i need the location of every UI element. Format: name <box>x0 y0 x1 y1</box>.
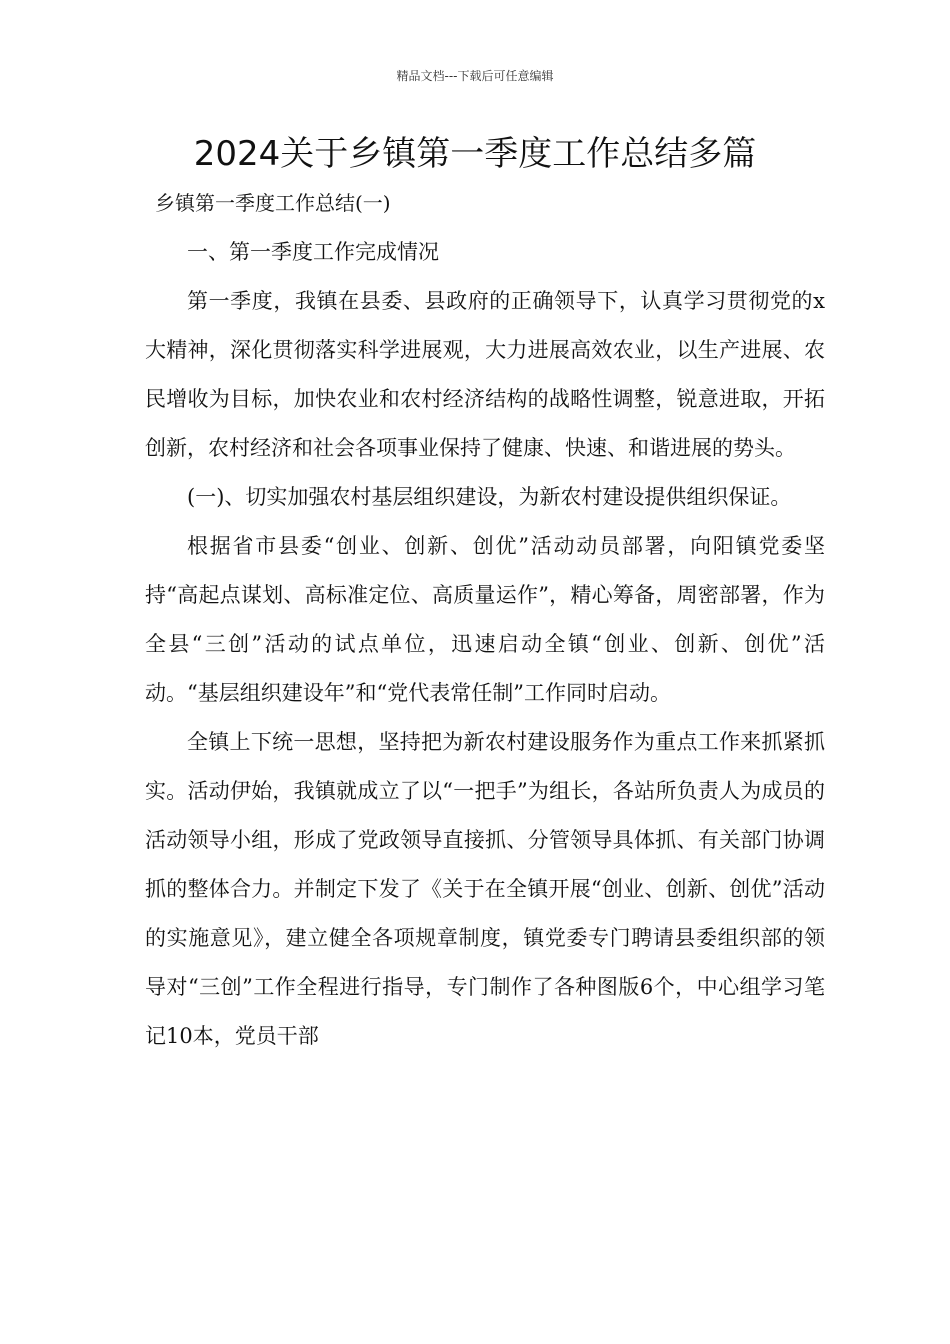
paragraph: 全镇上下统一思想，坚持把为新农村建设服务作为重点工作来抓紧抓实。活动伊始，我镇就成立了以“一把手”为组长，各站所负责人为成员的活动领导小组，形成了党政领导直接抓、分管领导具体抓、有关部门协调抓的整体合力。并制定下发了《关于在全镇开展“创业、创新、创优”活动的实施意见》，建立健全各项规章制度，镇党委专门聘请县委组织部的领导对“三创”工作全程进行指导，专门制作了各种图版6个，中心组学习笔记10本，党员干部 <box>145 730 825 1048</box>
document-title: 2024关于乡镇第一季度工作总结多篇 <box>193 134 757 174</box>
page-header: 精品文档---下载后可任意编辑 <box>396 69 554 83</box>
section-heading: 一、第一季度工作完成情况 <box>187 240 439 264</box>
document-body <box>145 228 825 1061</box>
paragraph: 根据省市县委“创业、创新、创优”活动动员部署，向阳镇党委坚持“高起点谋划、高标准定位、高质量运作”，精心筹备，周密部署，作为全县“三创”活动的试点单位，迅速启动全镇“创业、创新、创优”活动。“基层组织建设年”和“党代表常任制”工作同时启动。 <box>145 534 825 705</box>
paragraph: (一)、切实加强农村基层组织建设，为新农村建设提供组织保证。 <box>187 485 792 509</box>
document-subtitle: 乡镇第一季度工作总结(一) <box>155 191 391 215</box>
paragraph: 第一季度，我镇在县委、县政府的正确领导下，认真学习贯彻党的x大精神，深化贯彻落实科学进展观，大力进展高效农业，以生产进展、农民增收为目标，加快农业和农村经济结构的战略性调整，锐意进取，开拓创新，农村经济和社会各项事业保持了健康、快速、和谐进展的势头。 <box>145 289 825 460</box>
